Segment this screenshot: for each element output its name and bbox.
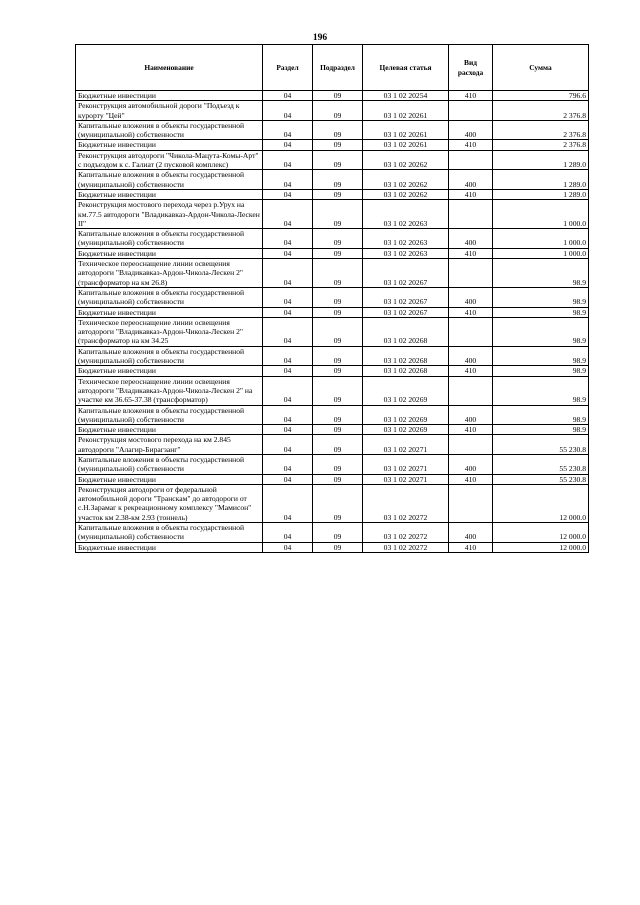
cell-target: 03 1 02 20254 (363, 91, 449, 101)
cell-amount: 55 230.8 (493, 454, 589, 474)
cell-amount: 98.9 (493, 405, 589, 425)
cell-amount: 1 000.0 (493, 248, 589, 258)
cell-subsection: 09 (313, 91, 363, 101)
cell-expense-type: 410 (449, 542, 493, 552)
cell-name: Бюджетные инвестиции (76, 140, 263, 150)
cell-name: Бюджетные инвестиции (76, 366, 263, 376)
cell-subsection: 09 (313, 140, 363, 150)
cell-subsection: 09 (313, 150, 363, 170)
header-amount: Сумма (493, 45, 589, 91)
cell-name: Реконструкция автодороги от федеральной автомобильной дороги "Транскам" до автодороги от с.Н.Зарамаг к рекреационному комплексу "Мамисон" участок км 2.38-км 2.93 (тоннель) (76, 484, 263, 522)
cell-subsection: 09 (313, 248, 363, 258)
cell-name: Техническое переоснащение линии освещения автодороги "Владикавказ-Ардон-Чикола-Лескен 2" (трансформатор на км 26.8) (76, 259, 263, 288)
cell-expense-type: 400 (449, 229, 493, 249)
cell-expense-type: 400 (449, 523, 493, 543)
cell-subsection: 09 (313, 101, 363, 121)
cell-expense-type (449, 317, 493, 346)
cell-target: 03 1 02 20262 (363, 170, 449, 190)
cell-name: Капитальные вложения в объекты государственной (муниципальной) собственности (76, 170, 263, 190)
cell-expense-type: 410 (449, 307, 493, 317)
cell-expense-type (449, 200, 493, 229)
cell-subsection: 09 (313, 259, 363, 288)
cell-section: 04 (263, 170, 313, 190)
table-row (76, 346, 589, 366)
cell-expense-type: 400 (449, 346, 493, 366)
cell-amount: 98.9 (493, 259, 589, 288)
cell-name: Капитальные вложения в объекты государственной (муниципальной) собственности (76, 287, 263, 307)
cell-subsection: 09 (313, 376, 363, 405)
cell-expense-type: 410 (449, 425, 493, 435)
cell-section: 04 (263, 405, 313, 425)
cell-subsection: 09 (313, 425, 363, 435)
cell-subsection: 09 (313, 523, 363, 543)
cell-target: 03 1 02 20271 (363, 435, 449, 455)
header-subsection: Подраздел (313, 45, 363, 91)
cell-expense-type: 410 (449, 474, 493, 484)
cell-section: 04 (263, 454, 313, 474)
table-row (76, 425, 589, 435)
table-row (76, 150, 589, 170)
cell-name: Капитальные вложения в объекты государственной (муниципальной) собственности (76, 346, 263, 366)
cell-section: 04 (263, 474, 313, 484)
table-row (76, 248, 589, 258)
cell-subsection: 09 (313, 200, 363, 229)
cell-section: 04 (263, 150, 313, 170)
cell-target: 03 1 02 20271 (363, 474, 449, 484)
cell-expense-type: 400 (449, 170, 493, 190)
cell-subsection: 09 (313, 189, 363, 199)
table-row (76, 317, 589, 346)
cell-target: 03 1 02 20268 (363, 317, 449, 346)
cell-section: 04 (263, 425, 313, 435)
cell-name: Капитальные вложения в объекты государственной (муниципальной) собственности (76, 523, 263, 543)
cell-section: 04 (263, 229, 313, 249)
cell-subsection: 09 (313, 120, 363, 140)
cell-target: 03 1 02 20267 (363, 287, 449, 307)
cell-target: 03 1 02 20261 (363, 101, 449, 121)
cell-name: Капитальные вложения в объекты государственной (муниципальной) собственности (76, 405, 263, 425)
cell-subsection: 09 (313, 170, 363, 190)
cell-target: 03 1 02 20268 (363, 346, 449, 366)
cell-amount: 98.9 (493, 307, 589, 317)
cell-expense-type: 410 (449, 189, 493, 199)
cell-section: 04 (263, 307, 313, 317)
cell-target: 03 1 02 20262 (363, 150, 449, 170)
cell-amount: 2 376.8 (493, 140, 589, 150)
cell-section: 04 (263, 200, 313, 229)
table-row (76, 189, 589, 199)
table-header-row (76, 45, 589, 91)
cell-section: 04 (263, 248, 313, 258)
cell-expense-type: 410 (449, 140, 493, 150)
cell-name: Техническое переоснащение линии освещения автодороги "Владикавказ-Ардон-Чикола-Лескен 2" (трансформатор на км 34.25 (76, 317, 263, 346)
cell-name: Реконструкция мостового перехода через р.Урух на км.77.5 автодороги "Владикавказ-Ардон-Чикола-Лескен II" (76, 200, 263, 229)
cell-target: 03 1 02 20269 (363, 425, 449, 435)
table-row (76, 405, 589, 425)
cell-subsection: 09 (313, 454, 363, 474)
table-row (76, 140, 589, 150)
cell-amount: 12 000.0 (493, 523, 589, 543)
cell-name: Капитальные вложения в объекты государственной (муниципальной) собственности (76, 454, 263, 474)
table-row (76, 542, 589, 552)
table-body (76, 91, 589, 553)
cell-target: 03 1 02 20261 (363, 120, 449, 140)
cell-name: Техническое переоснащение линии освещения автодороги "Владикавказ-Ардон-Чикола-Лескен 2" на участке км 36.65-37.38 (трансформатор) (76, 376, 263, 405)
cell-expense-type (449, 484, 493, 522)
cell-name: Бюджетные инвестиции (76, 91, 263, 101)
cell-expense-type: 400 (449, 120, 493, 140)
cell-section: 04 (263, 259, 313, 288)
header-name: Наименование (76, 45, 263, 91)
cell-target: 03 1 02 20261 (363, 140, 449, 150)
cell-amount: 1 000.0 (493, 229, 589, 249)
cell-expense-type (449, 376, 493, 405)
table-row (76, 454, 589, 474)
cell-subsection: 09 (313, 435, 363, 455)
cell-section: 04 (263, 542, 313, 552)
cell-name: Реконструкция автодороги "Чикола-Мацута-Комы-Арт" с подъездом к с. Галиат (2 пусковой комплекс) (76, 150, 263, 170)
cell-amount: 98.9 (493, 287, 589, 307)
cell-amount: 1 289.0 (493, 150, 589, 170)
cell-target: 03 1 02 20272 (363, 523, 449, 543)
cell-expense-type (449, 259, 493, 288)
cell-target: 03 1 02 20272 (363, 542, 449, 552)
cell-expense-type (449, 101, 493, 121)
cell-target: 03 1 02 20263 (363, 200, 449, 229)
cell-subsection: 09 (313, 484, 363, 522)
cell-section: 04 (263, 101, 313, 121)
table-row (76, 484, 589, 522)
cell-name: Бюджетные инвестиции (76, 542, 263, 552)
cell-target: 03 1 02 20269 (363, 405, 449, 425)
table-row (76, 287, 589, 307)
cell-subsection: 09 (313, 474, 363, 484)
cell-target: 03 1 02 20267 (363, 307, 449, 317)
table-row (76, 229, 589, 249)
cell-amount: 12 000.0 (493, 542, 589, 552)
cell-subsection: 09 (313, 346, 363, 366)
cell-expense-type: 400 (449, 454, 493, 474)
header-target: Целевая статья (363, 45, 449, 91)
cell-section: 04 (263, 435, 313, 455)
cell-name: Капитальные вложения в объекты государственной (муниципальной) собственности (76, 229, 263, 249)
cell-amount: 1 289.0 (493, 189, 589, 199)
cell-name: Бюджетные инвестиции (76, 425, 263, 435)
cell-section: 04 (263, 140, 313, 150)
cell-target: 03 1 02 20263 (363, 248, 449, 258)
cell-name: Реконструкция мостового перехода на км 2.845 автодороги "Алагир-Бирагзанг" (76, 435, 263, 455)
budget-table (75, 44, 589, 553)
header-section: Раздел (263, 45, 313, 91)
cell-subsection: 09 (313, 307, 363, 317)
page-number: 196 (312, 33, 328, 43)
cell-amount: 55 230.8 (493, 435, 589, 455)
table-row (76, 435, 589, 455)
cell-expense-type: 400 (449, 405, 493, 425)
cell-target: 03 1 02 20272 (363, 484, 449, 522)
cell-amount: 12 000.0 (493, 484, 589, 522)
cell-amount: 98.9 (493, 366, 589, 376)
cell-subsection: 09 (313, 317, 363, 346)
cell-amount: 98.9 (493, 376, 589, 405)
cell-name: Бюджетные инвестиции (76, 307, 263, 317)
cell-section: 04 (263, 346, 313, 366)
cell-section: 04 (263, 317, 313, 346)
table-row (76, 101, 589, 121)
cell-amount: 2 376.8 (493, 101, 589, 121)
cell-target: 03 1 02 20263 (363, 229, 449, 249)
cell-amount: 98.9 (493, 425, 589, 435)
table-row (76, 307, 589, 317)
cell-expense-type: 400 (449, 287, 493, 307)
cell-amount: 98.9 (493, 317, 589, 346)
cell-amount: 1 289.0 (493, 170, 589, 190)
cell-section: 04 (263, 91, 313, 101)
cell-expense-type: 410 (449, 91, 493, 101)
cell-name: Бюджетные инвестиции (76, 248, 263, 258)
cell-amount: 1 000.0 (493, 200, 589, 229)
cell-target: 03 1 02 20262 (363, 189, 449, 199)
cell-section: 04 (263, 287, 313, 307)
cell-target: 03 1 02 20269 (363, 376, 449, 405)
cell-target: 03 1 02 20268 (363, 366, 449, 376)
cell-target: 03 1 02 20267 (363, 259, 449, 288)
cell-amount: 796.6 (493, 91, 589, 101)
table-row (76, 120, 589, 140)
cell-expense-type (449, 435, 493, 455)
cell-subsection: 09 (313, 229, 363, 249)
cell-subsection: 09 (313, 405, 363, 425)
table-row (76, 474, 589, 484)
cell-expense-type: 410 (449, 366, 493, 376)
cell-expense-type (449, 150, 493, 170)
cell-section: 04 (263, 484, 313, 522)
table-row (76, 376, 589, 405)
cell-section: 04 (263, 189, 313, 199)
cell-name: Бюджетные инвестиции (76, 189, 263, 199)
cell-amount: 98.9 (493, 346, 589, 366)
cell-name: Бюджетные инвестиции (76, 474, 263, 484)
cell-name: Реконструкция автомобильной дороги "Подъезд к курорту "Цей" (76, 101, 263, 121)
cell-section: 04 (263, 523, 313, 543)
table-row (76, 366, 589, 376)
cell-section: 04 (263, 376, 313, 405)
cell-name: Капитальные вложения в объекты государственной (муниципальной) собственности (76, 120, 263, 140)
table-row (76, 259, 589, 288)
table-row (76, 523, 589, 543)
cell-subsection: 09 (313, 366, 363, 376)
cell-section: 04 (263, 120, 313, 140)
cell-amount: 2 376.8 (493, 120, 589, 140)
cell-amount: 55 230.8 (493, 474, 589, 484)
cell-subsection: 09 (313, 287, 363, 307)
cell-target: 03 1 02 20271 (363, 454, 449, 474)
cell-expense-type: 410 (449, 248, 493, 258)
cell-subsection: 09 (313, 542, 363, 552)
table-row (76, 200, 589, 229)
cell-section: 04 (263, 366, 313, 376)
table-row (76, 170, 589, 190)
header-expense-type: Вид расхода (449, 45, 493, 91)
table-row (76, 91, 589, 101)
